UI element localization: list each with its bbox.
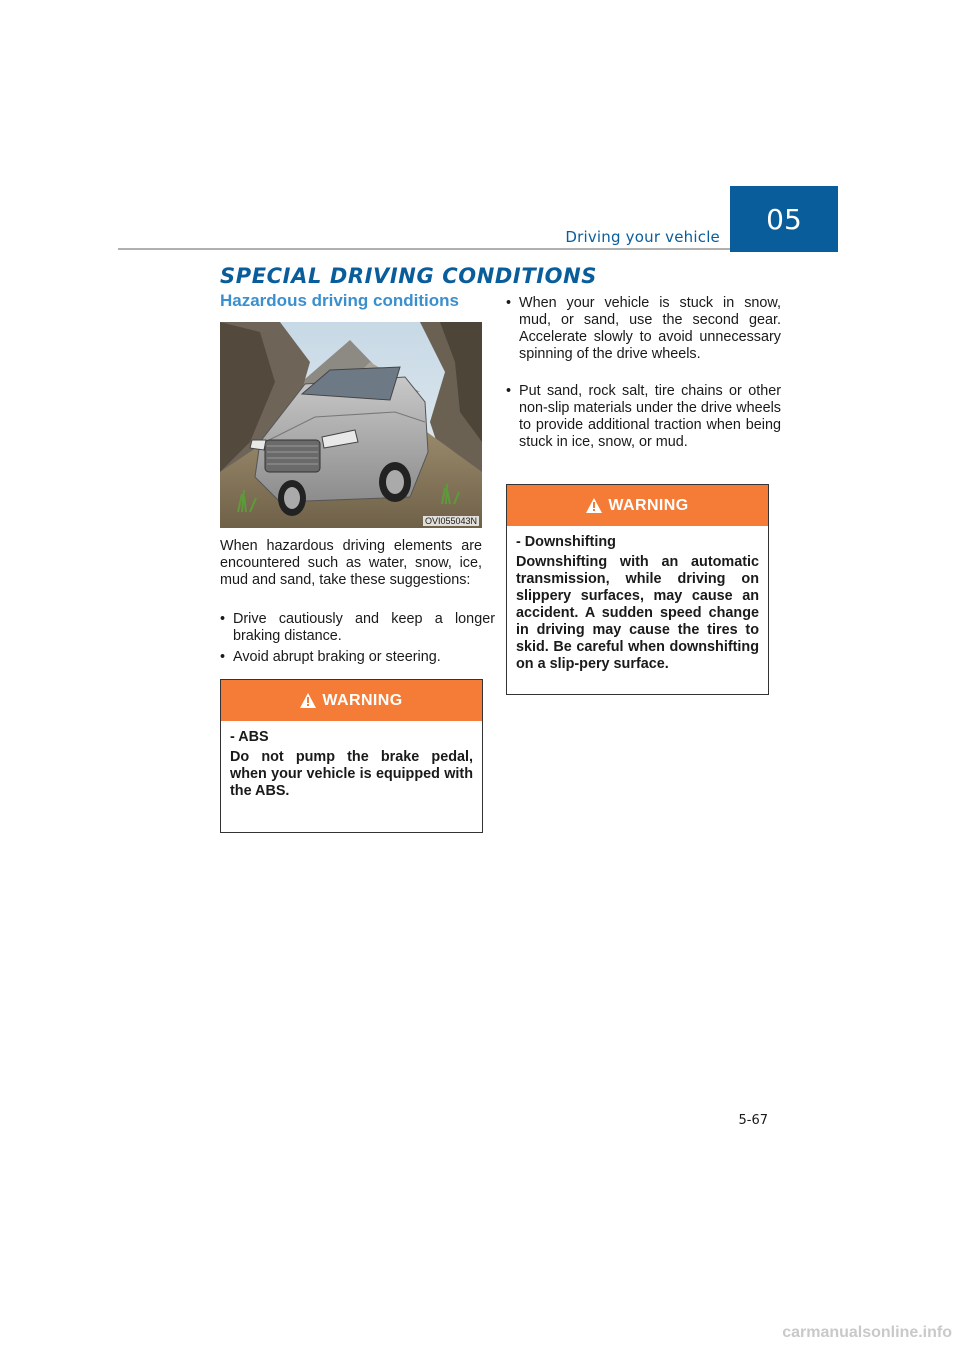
warning-triangle-icon [586, 498, 602, 513]
warning-heading: WARNING [322, 691, 403, 709]
list-item [506, 383, 781, 451]
warning-triangle-icon [300, 693, 316, 708]
bullet-icon: • [506, 383, 512, 399]
list-item-text: When your vehicle is stuck in snow, mud, or sand, use the second gear. Accelerate slowly to avoid unnecessary spinning of the drive wheels. [519, 295, 781, 362]
warning-header [221, 680, 482, 721]
warning-box-abs [220, 679, 483, 833]
header-divider [118, 248, 730, 250]
list-item-text: Drive cautiously and keep a longer braking distance. [233, 611, 495, 644]
chapter-title: Driving your vehicle [565, 228, 720, 246]
warning-heading: WARNING [608, 496, 689, 514]
chapter-number-tab [730, 186, 838, 252]
list-item-text: Put sand, rock salt, tire chains or other non-slip materials under the drive wheels to provide additional traction when being stuck in ice, snow, or mud. [519, 383, 781, 450]
list-item [220, 649, 495, 666]
chapter-number: 05 [766, 202, 802, 236]
warning-header [507, 485, 768, 526]
bullet-icon: • [220, 611, 226, 627]
list-item [220, 611, 495, 645]
bullet-icon: • [506, 295, 512, 311]
figure-code: OVI055043N [424, 516, 477, 526]
watermark: carmanualsonline.info [782, 1324, 952, 1341]
bullet-icon: • [220, 649, 226, 665]
intro-paragraph: When hazardous driving elements are encountered such as water, snow, ice, mud and sand, take these suggestions: [220, 538, 482, 588]
warning-box-downshifting [506, 484, 769, 695]
warning-label: - ABS [230, 729, 269, 745]
section-title: SPECIAL DRIVING CONDITIONS [220, 264, 598, 288]
list-item [506, 295, 781, 363]
warning-text: Do not pump the brake pedal, when your vehicle is equipped with the ABS. [230, 749, 473, 799]
warning-text: Downshifting with an automatic transmission, while driving on slippery surfaces, may cause an accident. A sudden speed change in driving may cause the tires to skid. Be careful when downshifting on a slip-pery surface. [516, 554, 759, 672]
car-on-rough-terrain-image [220, 322, 482, 528]
warning-label: - Downshifting [516, 534, 616, 550]
subsection-title: Hazardous driving conditions [220, 291, 459, 310]
list-item-text: Avoid abrupt braking or steering. [233, 649, 441, 665]
car-illustration [220, 322, 482, 528]
page-number: 5-67 [738, 1113, 768, 1128]
